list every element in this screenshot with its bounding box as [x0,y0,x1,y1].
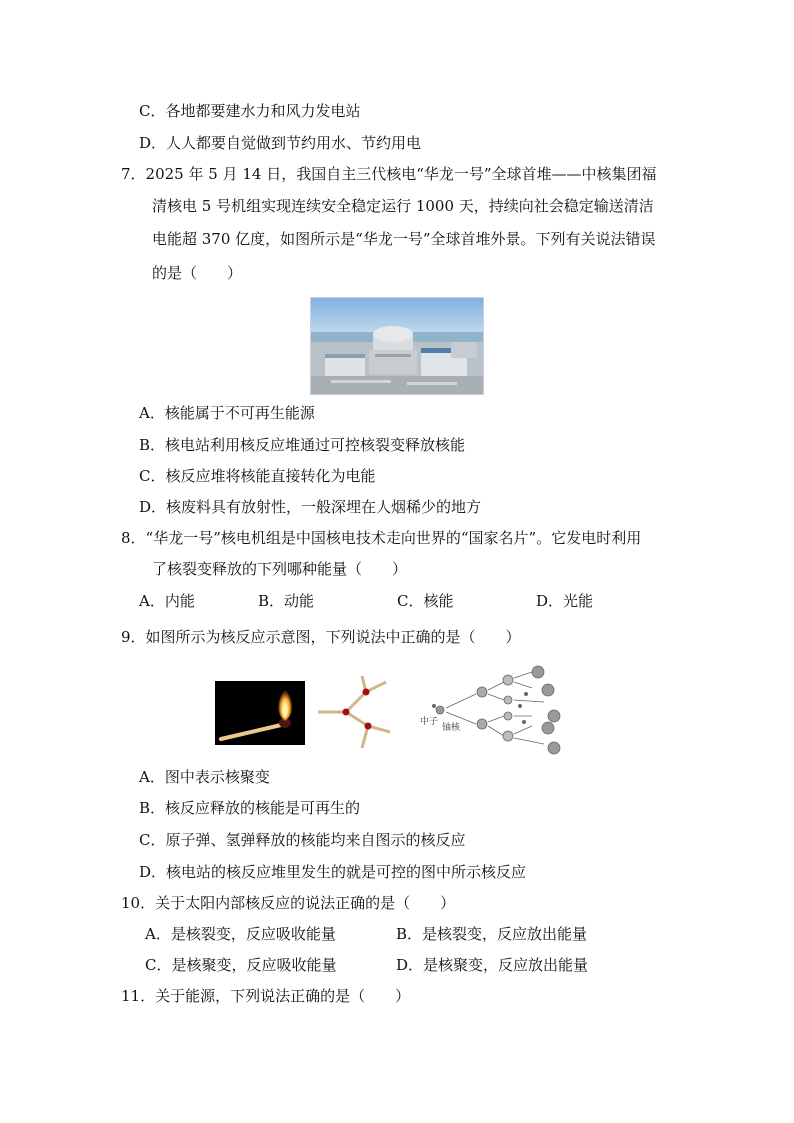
q9-option-a: A．图中表示核聚变 [139,768,270,786]
q9-option-c: C．原子弹、氢弹释放的核能均来自图示的核反应 [139,831,466,849]
nuclear-reaction-diagram [214,664,584,756]
q8-option-b: B．动能 [258,592,315,610]
q8-option-c: C．核能 [397,592,454,610]
q8-options-row [0,591,794,611]
q6-option-c: C．各地都要建水力和风力发电站 [139,102,361,120]
fission-chain-figure [432,666,560,754]
molecule-figure [318,676,390,748]
q7-stem-line-1: 7．2025 年 5 月 14 日，我国自主三代核电“华龙一号”全球首堆——中核集团福 [121,165,657,183]
q10-stem: 10．关于太阳内部核反应的说法正确的是（ ） [121,894,456,912]
q7-stem-line-3: 电能超 370 亿度，如图所示是“华龙一号”全球首堆外景。下列有关说法错误 [152,230,656,248]
q11-stem: 11．关于能源，下列说法正确的是（ ） [121,987,411,1005]
nuclear-plant-photo [310,297,484,395]
q7-option-a: A．核能属于不可再生能源 [139,404,315,422]
uranium-label: 铀核 [442,722,461,732]
q8-stem-line-1: 8．“华龙一号”核电机组是中国核电技术走向世界的“国家名片”。它发电时利用 [121,529,642,547]
q7-stem-line-4: 的是（ ） [152,264,243,282]
q7-option-b: B．核电站利用核反应堆通过可控核裂变释放核能 [139,436,466,454]
q10-option-c: C．是核聚变，反应吸收能量 [145,956,337,974]
q10-option-d: D．是核聚变，反应放出能量 [396,956,589,974]
q8-option-d: D．光能 [536,592,594,610]
q10-options-row-2 [0,955,794,975]
q10-option-b: B．是核裂变，反应放出能量 [396,925,588,943]
q7-stem-line-2: 清核电 5 号机组实现连续安全稳定运行 1000 天，持续向社会稳定输送清洁 [152,197,654,215]
q6-option-d: D．人人都要自觉做到节约用水、节约用电 [139,134,422,152]
q9-stem: 9．如图所示为核反应示意图，下列说法中正确的是（ ） [121,628,521,646]
q10-option-a: A．是核裂变，反应吸收能量 [145,925,336,943]
q10-options-row-1 [0,924,794,944]
q9-option-d: D．核电站的核反应堆里发生的就是可控的图中所示核反应 [139,863,527,881]
q9-option-b: B．核反应释放的核能是可再生的 [139,799,361,817]
neutron-label: 中子 [420,716,439,726]
q8-stem-line-2: 了核裂变释放的下列哪种能量（ ） [152,560,408,578]
q7-option-d: D．核废料具有放射性，一般深埋在人烟稀少的地方 [139,498,482,516]
q8-option-a: A．内能 [139,592,195,610]
q7-option-c: C．核反应堆将核能直接转化为电能 [139,467,376,485]
